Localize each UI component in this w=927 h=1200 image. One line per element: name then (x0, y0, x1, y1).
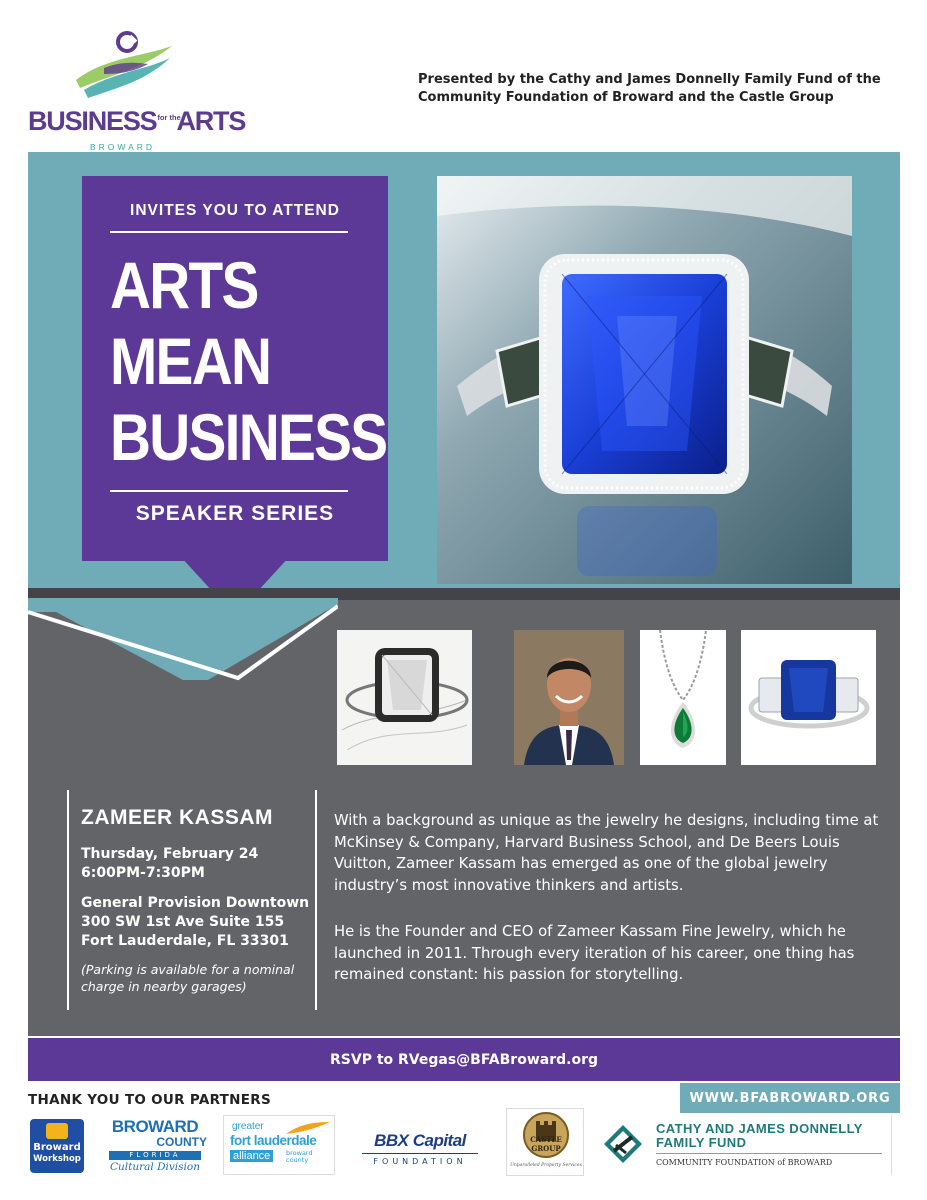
logo-swoosh-icon (74, 28, 174, 106)
event-title-line-1: ARTS (110, 248, 258, 322)
community-foundation-icon (602, 1123, 644, 1165)
bbx-capital-foundation-logo: BBX Capital FOUNDATION (356, 1115, 484, 1175)
chevron-divider (28, 598, 338, 682)
title-rule-bottom (110, 490, 348, 492)
event-time: 6:00PM-7:30PM (81, 865, 205, 881)
broward-workshop-logo: Broward Workshop (30, 1115, 85, 1175)
diamond-ring-thumb (337, 630, 472, 765)
venue-name: General Provision Downtown (81, 895, 310, 911)
castle-group-logo: CASTLE GROUP Unparalleled Property Services (506, 1108, 584, 1176)
website-link[interactable]: WWW.BFABROWARD.ORG (689, 1091, 891, 1106)
logo-wordmark: BUSINESSfor theARTS (28, 106, 246, 136)
venue-address-line-1: 300 SW 1st Ave Suite 155 (81, 914, 285, 930)
speaker-bio-paragraph-2: He is the Founder and CEO of Zameer Kassam Fine Jewelry, which he launched in 2011. Through every iteration of his career, one thing has remained constant: his passion for storytelling. (334, 923, 855, 983)
presented-by-text: Presented by the Cathy and James Donnelly Family Fund of the Community Foundation of Broward and the Castle Group (418, 72, 881, 105)
rsvp-bar (28, 1038, 900, 1081)
event-title-line-2: MEAN (110, 324, 271, 398)
rsvp-email-link[interactable]: RSVP to RVegas@BFABroward.org (330, 1052, 598, 1068)
website-bar (680, 1083, 900, 1113)
parking-note: (Parking is available for a nominal charge in nearby garages) (81, 962, 295, 994)
event-title-line-3: BUSINESS (110, 400, 387, 474)
partners-heading: THANK YOU TO OUR PARTNERS (28, 1092, 272, 1108)
sapphire-three-stone-ring-thumb (741, 630, 876, 765)
logo-subtitle: BROWARD (90, 142, 156, 152)
event-date: Thursday, February 24 (81, 846, 259, 862)
business-for-the-arts-logo (14, 22, 246, 152)
greater-fort-lauderdale-alliance-logo: greater fort lauderdale alliance broward county (223, 1115, 335, 1175)
speaker-bio-paragraph-1: With a background as unique as the jewelry he designs, including time at McKinsey & Company, Harvard Business School, and De Beers Louis Vuitton, Zameer Kassam has emerged as one of the global jewelry industry’s most innovative thinkers and artists. (334, 812, 879, 894)
donnelly-family-fund-logo: CATHY AND JAMES DONNELLY FAMILY FUND COMMUNITY FOUNDATION of BROWARD (600, 1115, 892, 1175)
invite-text: INVITES YOU TO ATTEND (130, 202, 340, 219)
sapphire-ring-photo (437, 176, 852, 584)
speaker-series-label: SPEAKER SERIES (135, 502, 335, 525)
speaker-portrait-thumb (514, 630, 624, 765)
broward-county-cultural-division-logo: BROWARD COUNTY FLORIDA Cultural Division (109, 1117, 207, 1173)
speaker-name: ZAMEER KASSAM (81, 806, 274, 829)
title-rule-top (110, 231, 348, 233)
emerald-pendant-thumb (640, 630, 726, 765)
venue-address-line-2: Fort Lauderdale, FL 33301 (81, 933, 289, 949)
